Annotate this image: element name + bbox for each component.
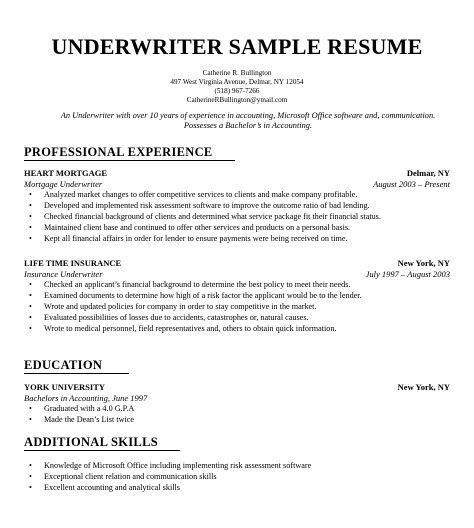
experience-heading: PROFESSIONAL EXPERIENCE: [24, 145, 213, 159]
list-item: • Made the Dean’s List twice: [29, 414, 135, 424]
bullet-icon: •: [29, 471, 32, 481]
list-item: • Wrote to medical personnel, field representatives and, others to obtain quick information.: [29, 323, 337, 333]
list-item: • Maintained client base and continued to offer other services and products on a personal basis.: [29, 222, 351, 232]
bullet-icon: •: [29, 280, 32, 289]
job-dates: July 1997 – August 2003: [365, 269, 450, 279]
list-item: • Wrote and updated policies for company in order to stay competitive in the market.: [29, 301, 317, 311]
candidate-name: Catherine R. Bullington: [202, 69, 272, 77]
education-rule: [24, 373, 129, 374]
resume-title: UNDERWRITER SAMPLE RESUME: [51, 34, 423, 59]
list-item: • Knowledge of Microsoft Office including implementing risk assessment software: [29, 461, 312, 470]
bullet-icon: •: [29, 482, 32, 492]
job-duties-1: [28, 190, 448, 245]
skills-items: [28, 461, 448, 494]
bullet-icon: •: [29, 312, 32, 322]
school-location: New York, NY: [397, 382, 450, 392]
list-item: • Graduated with a 4.0 G.P.A: [29, 404, 135, 413]
job-company: LIFE TIME INSURANCE: [24, 258, 122, 268]
list-item: • Exceptional client relation and communication skills: [29, 471, 217, 481]
list-item: • Developed and implemented risk assessment software to improve the outcome ratio of bad lending.: [29, 200, 370, 210]
candidate-phone: (518) 967-7266: [214, 87, 260, 95]
job-duties-2: [28, 280, 448, 335]
job-location: Delmar, NY: [406, 168, 450, 178]
education-items: [28, 404, 448, 426]
candidate-email: CatherineRBullington@ymail.com: [186, 96, 288, 104]
skills-heading: ADDITIONAL SKILLS: [24, 435, 158, 449]
job-location: New York, NY: [397, 258, 450, 268]
list-item: • Evaluated possibilities of losses due to accidents, catastrophes or, natural causes.: [29, 312, 309, 322]
bullet-icon: •: [29, 404, 32, 413]
list-item: • Checked an applicant’s financial background to determine the best policy to meet their needs.: [29, 280, 351, 289]
list-item: • Excellent accounting and analytical skills: [29, 482, 180, 492]
job-role: Mortgage Underwriter: [24, 179, 103, 189]
experience-rule: [24, 160, 235, 161]
bullet-icon: •: [29, 190, 32, 199]
bullet-icon: •: [29, 323, 32, 333]
bullet-icon: •: [29, 414, 32, 424]
job-company: HEART MORTGAGE: [24, 168, 108, 178]
summary-statement: An Underwriter with over 10 years of experience in accounting, Microsoft Office software and, communication. Possesses a Bachelor’s in Accounting.: [60, 111, 436, 130]
education-heading: EDUCATION: [24, 358, 103, 372]
bullet-icon: •: [29, 461, 32, 470]
bullet-icon: •: [29, 200, 32, 210]
bullet-icon: •: [29, 233, 32, 243]
candidate-address: 497 West Virginia Avenue, Delmar, NY 12054: [170, 78, 304, 86]
school-name: YORK UNIVERSITY: [24, 382, 105, 392]
skills-rule: [24, 450, 180, 451]
list-item: • Kept all financial affairs in order for lender to ensure payments were being received on time.: [29, 233, 348, 243]
bullet-icon: •: [29, 301, 32, 311]
bullet-icon: •: [29, 222, 32, 232]
degree: Bachelors in Accounting, June 1997: [24, 393, 148, 403]
list-item: • Analyzed market changes to offer competitive services to clients and make company profitable.: [29, 190, 358, 199]
job-dates: August 2003 – Present: [373, 179, 450, 189]
list-item: • Checked financial background of clients and determined what service package fit their financial status.: [29, 211, 381, 221]
job-role: Insurance Underwriter: [24, 269, 103, 279]
bullet-icon: •: [29, 211, 32, 221]
bullet-icon: •: [29, 290, 32, 300]
list-item: • Examined documents to determine how high of a risk factor the applicant would be to the lender.: [29, 290, 362, 300]
